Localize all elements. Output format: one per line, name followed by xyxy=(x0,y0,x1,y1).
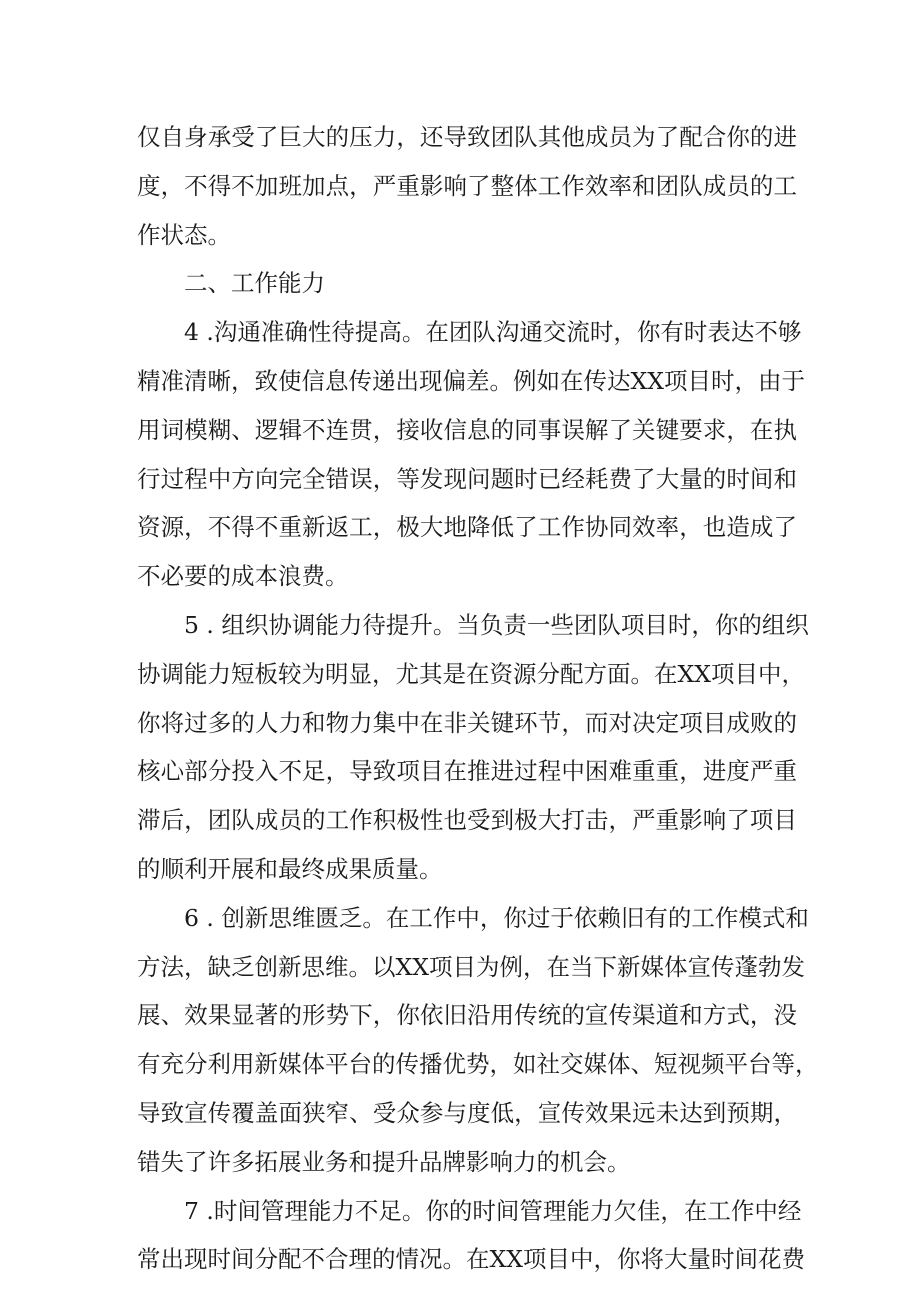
document-body xyxy=(137,113,819,1284)
line-text: 行过程中方向完全错误，等发现问题时已经耗费了大量的时间和 xyxy=(137,464,797,493)
text-line: 作状态。 xyxy=(137,220,231,249)
paragraph-first-line xyxy=(137,308,802,357)
text-line xyxy=(137,1040,819,1089)
text-line xyxy=(137,406,797,455)
text-line xyxy=(137,796,797,845)
text-line xyxy=(137,357,805,406)
line-text: 4 .沟通准确性待提高。在团队沟通交流时，你有时表达不够 xyxy=(184,318,802,347)
line-text: 7 .时间管理能力不足。你的时间管理能力欠佳，在工作中经 xyxy=(184,1196,802,1225)
text-line xyxy=(137,991,797,1040)
text-line xyxy=(137,455,797,504)
text-line xyxy=(137,943,805,992)
text-line: 错失了许多拓展业务和提升品牌影响力的机会。 xyxy=(137,1147,631,1176)
text-line xyxy=(137,1235,805,1284)
line-text: 方法，缺乏创新思维。以XX项目为例，在当下新媒体宣传蓬勃发 xyxy=(137,952,805,981)
line-text: 度，不得不加班加点，严重影响了整体工作效率和团队成员的工 xyxy=(137,171,797,200)
line-text: 有充分利用新媒体平台的传播优势，如社交媒体、短视频平台等， xyxy=(137,1050,819,1079)
line-text: 协调能力短板较为明显，尤其是在资源分配方面。在XX项目中， xyxy=(137,659,805,688)
paragraph-first-line xyxy=(137,1187,802,1236)
section-heading: 二、工作能力 xyxy=(184,269,325,298)
line-text: 精准清晰，致使信息传递出现偏差。例如在传达XX项目时，由于 xyxy=(137,366,805,395)
line-text: 资源，不得不重新返工，极大地降低了工作协同效率，也造成了 xyxy=(137,513,797,542)
text-line xyxy=(137,113,797,162)
line-text: 展、效果显著的形势下，你依旧沿用传统的宣传渠道和方式，没 xyxy=(137,1001,797,1030)
text-line xyxy=(137,1089,797,1138)
text-line xyxy=(137,650,805,699)
text-line xyxy=(137,503,797,552)
paragraph-first-line xyxy=(137,894,809,943)
line-text: 用词模糊、逻辑不连贯，接收信息的同事误解了关键要求，在执 xyxy=(137,415,797,444)
line-text: 导致宣传覆盖面狭窄、受众参与度低，宣传效果远未达到预期， xyxy=(137,1098,797,1127)
line-text: 仅自身承受了巨大的压力，还导致团队其他成员为了配合你的进 xyxy=(137,123,797,151)
text-line xyxy=(137,162,797,211)
line-text: 6 . 创新思维匮乏。在工作中，你过于依赖旧有的工作模式和 xyxy=(184,903,809,932)
line-text: 滞后，团队成员的工作积极性也受到极大打击，严重影响了项目 xyxy=(137,806,797,835)
text-line xyxy=(137,747,797,796)
text-line xyxy=(137,699,797,748)
text-line: 的顺利开展和最终成果质量。 xyxy=(137,854,443,883)
paragraph-first-line xyxy=(137,601,809,650)
text-line: 不必要的成本浪费。 xyxy=(137,562,349,591)
line-text: 你将过多的人力和物力集中在非关键环节，而对决定项目成败的 xyxy=(137,708,797,737)
line-text: 核心部分投入不足，导致项目在推进过程中困难重重，进度严重 xyxy=(137,757,797,786)
line-text: 5 . 组织协调能力待提升。当负责一些团队项目时，你的组织 xyxy=(184,610,809,639)
line-text: 常出现时间分配不合理的情况。在XX项目中，你将大量时间花费 xyxy=(137,1245,805,1274)
